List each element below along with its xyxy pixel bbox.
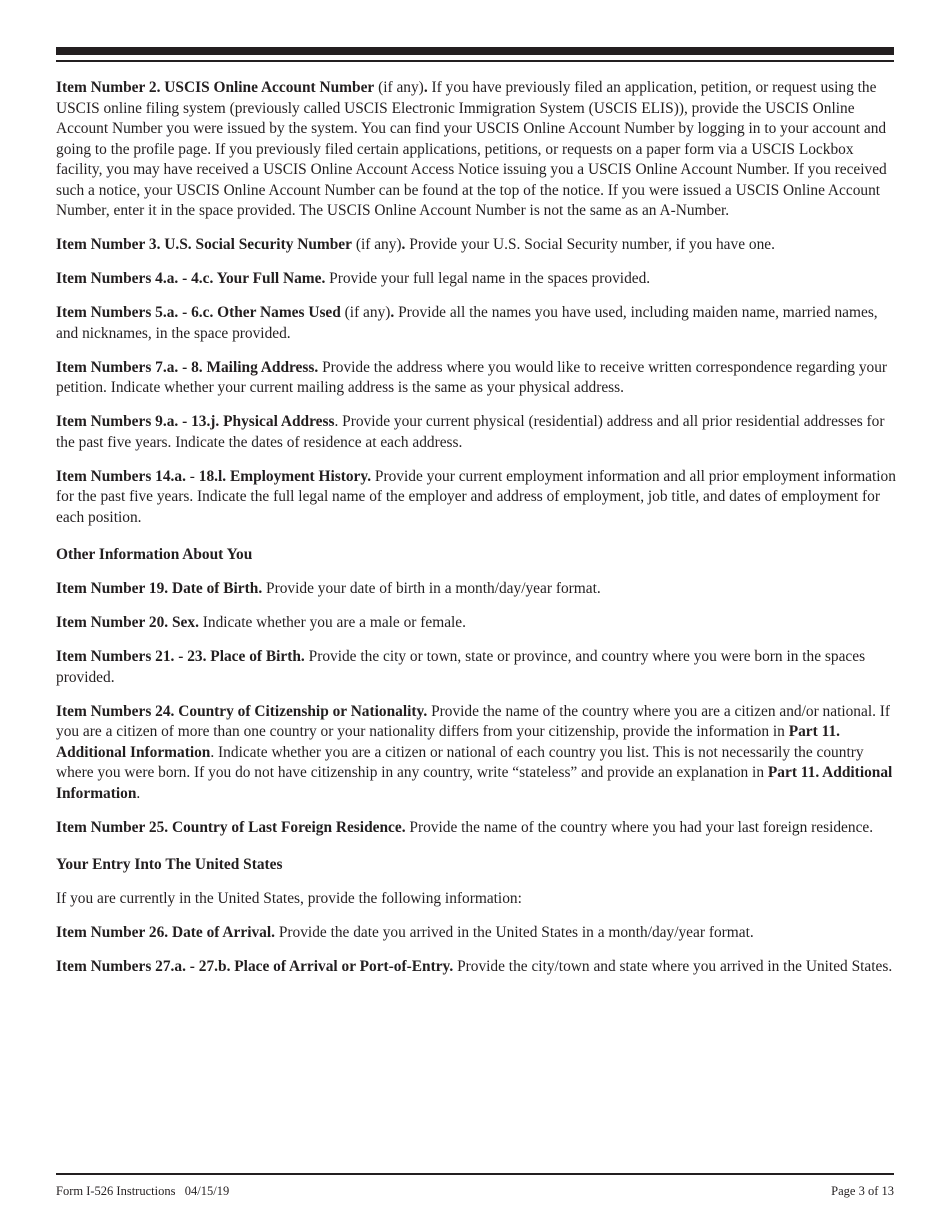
- item-14-title-a: Item Numbers 14.a.: [56, 467, 186, 485]
- item-24-text-1: Provide the name of the country where you are a citizen and/or national. If you are a citizen of more than one country or your nationality differs from your citizenship, provide the information in: [56, 702, 891, 740]
- item-24-paragraph: [56, 702, 896, 805]
- footer-page-number: Page 3 of 13: [831, 1184, 894, 1198]
- item-3-title: Item Number 3. U.S. Social Security Number: [56, 236, 352, 253]
- item-14-paragraph: [56, 467, 896, 529]
- footer-form-id: Form I-526 Instructions 04/15/19: [56, 1184, 230, 1198]
- item-27-text: Provide the city/town and state where you arrived in the United States.: [453, 958, 893, 975]
- item-24-reference-2: Part 11. Additional Information: [56, 764, 893, 802]
- item-2-text: If you have previously filed an application, petition, or request using the USCIS online filing system (previously called USCIS Electronic Immigration System (USCIS ELIS)), provide the USCIS Online Account Number you were issued by the system. You can find your USCIS Online Account Number by logging in to your account and going to the profile page. If you previously filed certain applications, petitions, or requests on a paper form via a USCIS Lockbox facility, you may have received a USCIS Online Account Access Notice issuing you a USCIS Online Account Number. If you received such a notice, your USCIS Online Account Number can be found at the top of the notice. If you were issued a USCIS Online Account Number, enter it in the space provided. The USCIS Online Account Number is not the same as an A-Number.: [56, 79, 887, 219]
- heading-other-information: Other Information About You: [56, 546, 253, 563]
- item-4-paragraph: [56, 269, 896, 290]
- header-rule-thick: [56, 47, 894, 55]
- item-7-text: Provide the address where you would like to receive written correspondence regarding your petition. Indicate whether your current mailing address is the same as your physical address.: [56, 358, 888, 396]
- item-24-title: Item Numbers 24. Country of Citizenship or Nationality.: [56, 702, 428, 720]
- item-9-text: . Provide your current physical (residential) address and all prior residential addresses for the past five years. Indicate the dates of residence at each address.: [56, 413, 885, 451]
- item-4-text: Provide your full legal name in the spaces provided.: [325, 270, 651, 287]
- item-21-paragraph: [56, 647, 896, 688]
- item-3-qualifier: (if any): [351, 236, 402, 253]
- instructions-body: [56, 78, 896, 991]
- item-20-text: Indicate whether you are a male or female.: [198, 614, 466, 631]
- item-25-title: Item Number 25. Country of Last Foreign Residence.: [56, 818, 406, 836]
- item-14-title-b: 18.l. Employment History.: [198, 467, 372, 485]
- entry-intro: If you are currently in the United States, provide the following information:: [56, 890, 522, 907]
- item-20-title: Item Number 20. Sex.: [56, 614, 199, 631]
- item-2-qualifier: (if any): [374, 79, 424, 96]
- item-2-paragraph: [56, 78, 896, 222]
- item-21-title: Item Numbers 21. - 23. Place of Birth.: [56, 648, 305, 665]
- item-7-title: Item Numbers 7.a. - 8. Mailing Address.: [56, 358, 319, 376]
- item-26-title: Item Number 26. Date of Arrival.: [56, 924, 275, 941]
- item-27-paragraph: [56, 957, 896, 978]
- item-19-text: Provide your date of birth in a month/day/year format.: [262, 580, 601, 597]
- item-3-text: Provide your U.S. Social Security number, if you have one.: [405, 236, 775, 253]
- footer-rule: [56, 1173, 894, 1175]
- item-19-title: Item Number 19. Date of Birth.: [56, 580, 263, 597]
- item-5-qualifier: (if any): [340, 304, 391, 321]
- item-2-title: Item Number 2. USCIS Online Account Number: [56, 79, 375, 96]
- item-5-text: Provide all the names you have used, including maiden name, married names, and nicknames, in the space provided.: [56, 304, 878, 342]
- item-7-paragraph: [56, 358, 896, 399]
- item-2-period: .: [423, 79, 428, 96]
- item-27-title: Item Numbers 27.a. - 27.b. Place of Arrival or Port-of-Entry.: [56, 958, 454, 975]
- item-26-paragraph: [56, 923, 896, 944]
- item-26-text: Provide the date you arrived in the United States in a month/day/year format.: [275, 924, 754, 941]
- item-5-title: Item Numbers 5.a. - 6.c. Other Names Used: [56, 304, 341, 321]
- item-3-period: .: [401, 236, 406, 253]
- item-14-text: Provide your current employment information and all prior employment information for the past five years. Indicate the full legal name of the employer and address of employment, job title, and dates of employment for each position.: [56, 467, 896, 526]
- item-24-text-2: . Indicate whether you are a citizen or national of each country you list. This is not necessarily the country where you were born. If you do not have citizenship in any country, write “stateless” and provide an explanation in: [56, 743, 864, 781]
- item-3-paragraph: [56, 235, 896, 256]
- item-25-paragraph: [56, 818, 896, 839]
- item-25-text: Provide the name of the country where you had your last foreign residence.: [405, 818, 874, 836]
- heading-entry-united-states: Your Entry Into The United States: [56, 856, 283, 873]
- item-9-title: Item Numbers 9.a. - 13.j. Physical Address: [56, 413, 335, 430]
- item-9-paragraph: [56, 412, 896, 453]
- header-rule-thin: [56, 60, 894, 62]
- item-5-paragraph: [56, 303, 896, 344]
- item-19-paragraph: [56, 579, 896, 600]
- item-24-reference-1: Part 11. Additional Information: [56, 723, 840, 761]
- item-5-period: .: [390, 304, 395, 321]
- item-21-text: Provide the city or town, state or province, and country where you were born in the spaces provided.: [56, 648, 866, 686]
- item-4-title: Item Numbers 4.a. - 4.c. Your Full Name.: [56, 270, 326, 287]
- item-20-paragraph: [56, 613, 896, 634]
- item-14-dash: -: [185, 467, 199, 485]
- item-24-text-3: .: [136, 784, 141, 802]
